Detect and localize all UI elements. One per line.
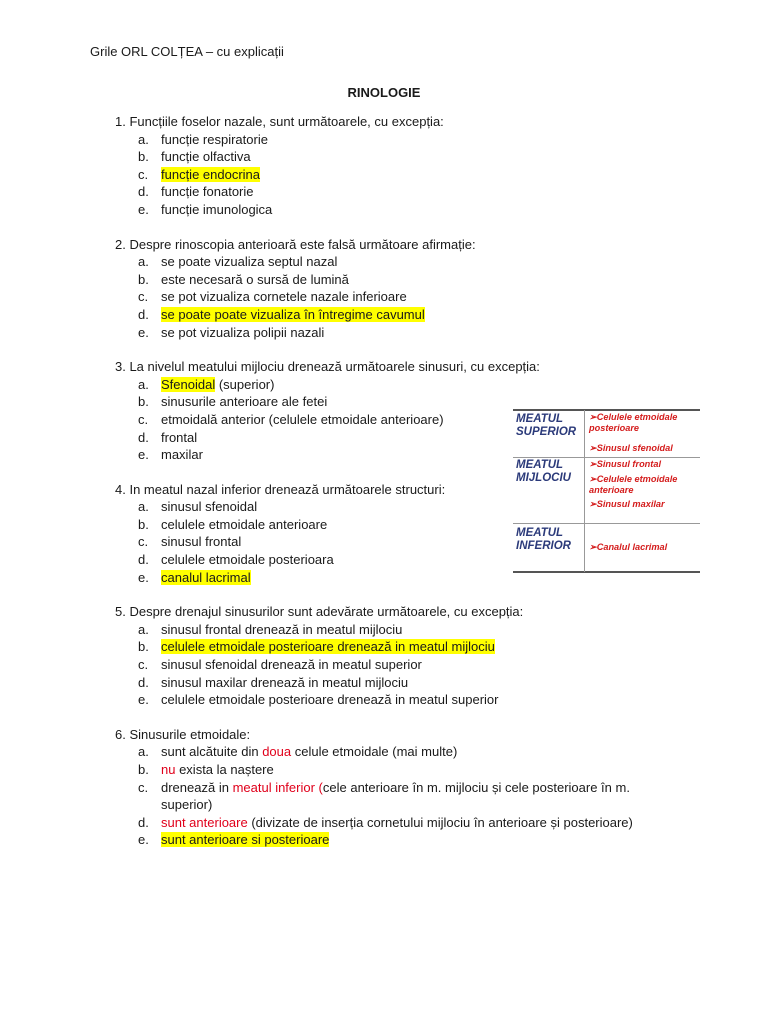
- highlighted-answer: funcție endocrina: [161, 166, 261, 182]
- drainage-item-text: Sinusul maxilar: [596, 499, 665, 509]
- option-text: sunt alcătuite din: [161, 744, 263, 760]
- drainage-item-text: Sinusul sfenoidal: [596, 443, 673, 453]
- arrow-bullet-icon: ➢: [589, 474, 597, 484]
- option-letter: b.: [138, 639, 149, 655]
- arrow-bullet-icon: ➢: [589, 412, 597, 422]
- answer-option: [115, 674, 660, 692]
- option-letter: c.: [138, 289, 149, 305]
- option-letter: b.: [138, 149, 149, 165]
- answer-option: [115, 324, 660, 342]
- option-letter: e.: [138, 692, 149, 708]
- option-text: (superior): [215, 376, 275, 392]
- option-letter: b.: [138, 394, 149, 410]
- answer-option: [115, 376, 660, 394]
- answer-option: [115, 779, 660, 814]
- red-correction: meatul inferior (: [232, 779, 323, 795]
- red-correction: nu: [161, 762, 176, 777]
- answer-option: [115, 761, 660, 779]
- answer-option: [115, 166, 660, 184]
- meatus-label: MEATUL INFERIOR: [516, 527, 571, 552]
- table-row-divider: [513, 523, 700, 524]
- option-text: este necesară o sursă de lumină: [161, 271, 349, 287]
- drainage-item-text: Celulele etmoidale posterioare: [589, 412, 678, 433]
- question-spacer: [115, 586, 660, 603]
- option-letter: a.: [138, 744, 149, 760]
- answer-option: [115, 288, 660, 306]
- question-1: [115, 113, 660, 219]
- option-text: celulele etmoidale posterioara: [161, 552, 334, 568]
- drainage-item: [589, 412, 699, 434]
- option-letter: c.: [138, 534, 149, 550]
- answer-option: [115, 638, 660, 656]
- answer-option: [115, 621, 660, 639]
- table-top-rule: [513, 409, 700, 411]
- option-text: funcție respiratorie: [161, 131, 268, 147]
- option-letter: d.: [138, 184, 149, 200]
- answer-option: [115, 831, 660, 849]
- question-6: [115, 726, 660, 849]
- option-letter: a.: [138, 621, 149, 637]
- question-spacer: [115, 219, 660, 236]
- answer-option: [115, 201, 660, 219]
- option-text: drenează in: [161, 779, 233, 795]
- option-text: sinusul sfenoidal: [161, 499, 258, 515]
- option-text: funcție imunologica: [161, 201, 273, 217]
- answer-option: [115, 131, 660, 149]
- highlighted-answer: celulele etmoidale posterioare drenează in meatul mijlociu: [161, 639, 495, 655]
- arrow-bullet-icon: ➢: [589, 443, 597, 453]
- option-letter: e.: [138, 569, 149, 585]
- option-text: celulele etmoidale anterioare: [161, 516, 328, 532]
- highlighted-answer: Sfenoidal: [161, 376, 216, 392]
- drainage-item: [589, 474, 699, 496]
- meatus-label: MEATUL SUPERIOR: [516, 413, 577, 438]
- arrow-bullet-icon: ➢: [589, 542, 597, 552]
- table-bottom-rule: [513, 571, 700, 573]
- arrow-bullet-icon: ➢: [589, 499, 597, 509]
- question-title: 4. In meatul nazal inferior drenează următoarele structuri:: [115, 481, 446, 497]
- option-letter: a.: [138, 131, 149, 147]
- answer-option: [115, 691, 660, 709]
- option-letter: b.: [138, 762, 149, 777]
- option-text: maxilar: [161, 447, 203, 463]
- question-title: 2. Despre rinoscopia anterioară este falsă următoare afirmație:: [115, 236, 476, 252]
- red-correction: doua: [262, 744, 292, 760]
- question-5: [115, 603, 660, 709]
- drainage-item: [589, 459, 699, 470]
- option-letter: a.: [138, 499, 149, 515]
- meatus-drainage-table: [513, 409, 700, 573]
- option-letter: c.: [138, 411, 149, 427]
- option-letter: e.: [138, 324, 149, 340]
- option-text: sinusul frontal drenează in meatul mijlociu: [161, 621, 403, 637]
- drainage-item: [589, 542, 699, 553]
- table-row-divider: [513, 457, 700, 458]
- highlighted-answer: sunt anterioare si posterioare: [161, 832, 330, 848]
- question-2: [115, 236, 660, 342]
- option-letter: c.: [138, 779, 149, 795]
- drainage-item-text: Sinusul frontal: [596, 459, 662, 469]
- option-letter: a.: [138, 254, 149, 270]
- option-letter: e.: [138, 447, 149, 463]
- option-letter: c.: [138, 166, 149, 182]
- answer-option: [115, 148, 660, 166]
- option-text: sinusul maxilar drenează in meatul mijlociu: [161, 674, 409, 690]
- option-letter: b.: [138, 271, 149, 287]
- option-text: sinusul sfenoidal drenează in meatul superior: [161, 657, 422, 673]
- option-letter: d.: [138, 306, 149, 322]
- option-text: funcție olfactiva: [161, 149, 251, 165]
- question-title: 1. Funcțiile foselor nazale, sunt următoarele, cu excepția:: [115, 114, 444, 129]
- option-letter: d.: [138, 674, 149, 690]
- option-letter: d.: [138, 429, 149, 445]
- option-text: se poate vizualiza septul nazal: [161, 254, 338, 270]
- question-spacer: [115, 341, 660, 358]
- question-spacer: [115, 709, 660, 726]
- drainage-item: [589, 499, 699, 510]
- option-text: (divizate de inserția cornetului mijlociu în anterioare și posterioare): [247, 814, 633, 830]
- option-text: etmoidală anterior (celulele etmoidale anterioare): [161, 411, 444, 427]
- meatus-label: MEATUL MIJLOCIU: [516, 459, 571, 484]
- red-correction: sunt anterioare: [161, 814, 248, 830]
- answer-option: [115, 814, 660, 832]
- arrow-bullet-icon: ➢: [589, 459, 597, 469]
- option-text: sinusul frontal: [161, 534, 242, 550]
- option-text: funcție fonatorie: [161, 184, 254, 200]
- option-text: sinusurile anterioare ale fetei: [161, 394, 328, 410]
- drainage-item: [589, 443, 699, 454]
- option-letter: b.: [138, 516, 149, 532]
- option-text: cele anterioare în m. mijlociu și cele posterioare în m. superior): [161, 779, 630, 813]
- option-letter: d.: [138, 814, 149, 830]
- drainage-item-text: Celulele etmoidale anterioare: [589, 474, 678, 495]
- answer-option: [115, 743, 660, 761]
- option-text: se pot vizualiza cornetele nazale inferioare: [161, 289, 407, 305]
- highlighted-answer: canalul lacrimal: [161, 569, 251, 585]
- drainage-item-text: Canalul lacrimal: [596, 542, 668, 552]
- option-letter: e.: [138, 832, 149, 848]
- answer-option: [115, 656, 660, 674]
- answer-option: [115, 271, 660, 289]
- option-text: celulele etmoidale posterioare drenează in meatul superior: [161, 692, 499, 708]
- option-letter: c.: [138, 657, 149, 673]
- option-letter: d.: [138, 552, 149, 568]
- option-text: frontal: [161, 429, 198, 445]
- option-letter: e.: [138, 201, 149, 217]
- highlighted-answer: se poate poate vizualiza în întregime cavumul: [161, 306, 425, 322]
- answer-option: [115, 306, 660, 324]
- question-title: 3. La nivelul meatului mijlociu drenează următoarele sinusuri, cu excepția:: [115, 359, 540, 375]
- option-text: celule etmoidale (mai multe): [291, 744, 458, 760]
- question-title: 5. Despre drenajul sinusurilor sunt adevărate următoarele, cu excepția:: [115, 604, 524, 620]
- document-header: Grile ORL COLȚEA – cu explicații: [90, 44, 284, 59]
- option-text: se pot vizualiza polipii nazali: [161, 324, 325, 340]
- section-title: RINOLOGIE: [347, 85, 421, 100]
- option-letter: a.: [138, 376, 149, 392]
- question-title: 6. Sinusurile etmoidale:: [115, 726, 251, 742]
- option-text: exista la naștere: [175, 762, 274, 777]
- answer-option: [115, 253, 660, 271]
- answer-option: [115, 183, 660, 201]
